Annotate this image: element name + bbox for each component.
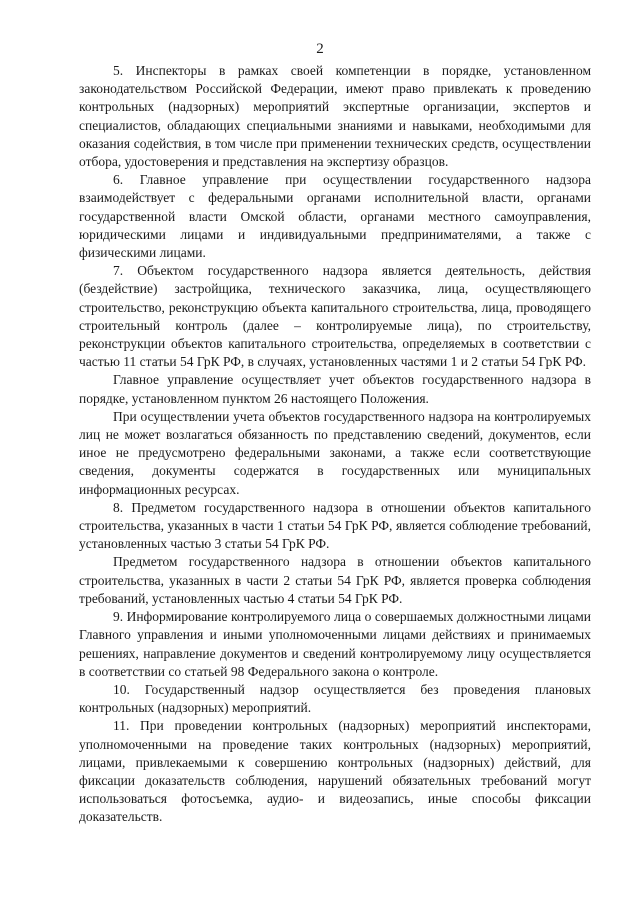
paragraph-5: 5. Инспекторы в рамках своей компетенции в порядке, установленном законодательством Российской Федерации, имеют право привлекать к проведению контрольных (надзорных) мероприятий экспертные организации, экспертов и специалистов, обладающих специальными знаниями и навыками, необходимыми для оказания содействия, в том числе при применении технических средств, осуществлении отбора, удостоверения и представления на экспертизу образцов. — [79, 63, 591, 170]
paragraph-7-accounting: Главное управление осуществляет учет объектов государственного надзора в порядке, установленном пунктом 26 настоящего Положения. — [79, 372, 591, 406]
paragraph-7: 7. Объектом государственного надзора является деятельность, действия (бездействие) застройщика, технического заказчика, лица, осуществляющего строительство, реконструкцию объекта капитального строительства, лица, проводящего строительный контроль (далее – контролируемые лица), по строительству, реконструкции объектов капитального строительства, определяемых в соответствии с частью 11 статьи 54 ГрК РФ, в случаях, установленных частями 1 и 2 статьи 54 ГрК РФ. — [79, 263, 591, 370]
paragraph-10: 10. Государственный надзор осуществляется без проведения плановых контрольных (надзорных) мероприятий. — [79, 681, 591, 716]
paragraph-8-part-2: Предметом государственного надзора в отношении объектов капитального строительства, указанных в части 2 статьи 54 ГрК РФ, является проверка соблюдения требований, установленных частью 4 статьи 54 ГрК РФ. — [79, 554, 591, 606]
paragraph-9: 9. Информирование контролируемого лица о совершаемых должностными лицами Главного управления и иными уполномоченными лицами действиях и принимаемых решениях, направление документов и сведений контролируемому лицу осуществляется в соответствии со статьей 98 Федерального закона о контроле. — [79, 609, 591, 679]
paragraph-6: 6. Главное управление при осуществлении государственного надзора взаимодействует с федеральными органами исполнительной власти, органами государственной власти Омской области, органами местного самоуправления, юридическими лицами и индивидуальными предпринимателями, а также с физическими лицами. — [79, 172, 591, 261]
page-number: 2 — [316, 41, 324, 57]
paragraph-7-accounting-info: При осуществлении учета объектов государственного надзора на контролируемых лиц не может возлагаться обязанность по представлению сведений, документов, если иное не предусмотрено федеральными законами, а также если соответствующие сведения, документы содержатся в государственных или муниципальных информационных ресурсах. — [79, 408, 591, 497]
paragraph-11: 11. При проведении контрольных (надзорных) мероприятий инспекторами, уполномоченными на проведение таких контрольных (надзорных) мероприятий, лицами, привлекаемыми к совершению контрольных (надзорных) действий, для фиксации доказательств соблюдения, нарушений обязательных требований могут использоваться фотосъемка, аудио- и видеозапись, иные способы фиксации доказательств. — [79, 718, 591, 825]
document-body — [79, 62, 591, 827]
paragraph-8: 8. Предметом государственного надзора в отношении объектов капитального строительства, указанных в части 1 статьи 54 ГрК РФ, является соблюдение требований, установленных частью 3 статьи 54 ГрК РФ. — [79, 499, 591, 552]
